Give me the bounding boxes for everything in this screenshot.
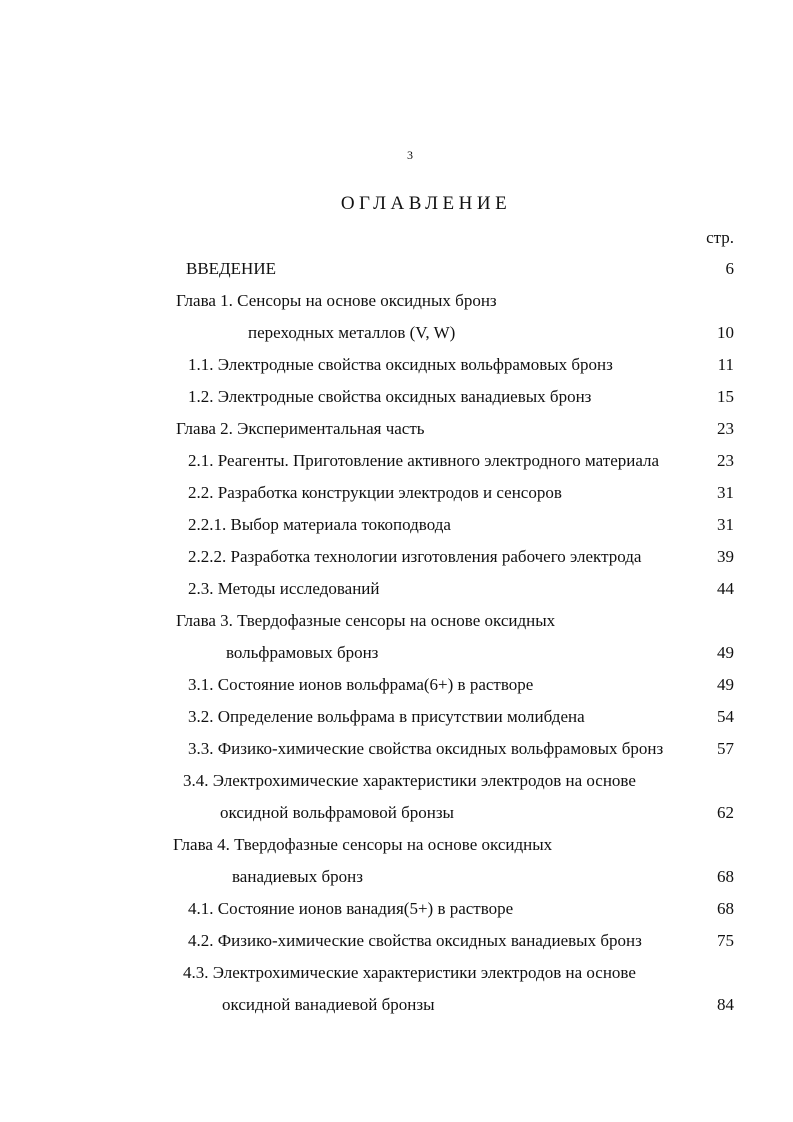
- toc-entry: [188, 546, 734, 568]
- toc-entry-text: 4.1. Состояние ионов ванадия(5+) в растворе: [188, 899, 514, 918]
- toc-entry-page: 49: [717, 643, 734, 662]
- toc-entry: [188, 706, 734, 728]
- toc-entry-text: 4.3. Электрохимические характеристики электродов на основе: [183, 963, 636, 982]
- toc-entry: [188, 898, 734, 920]
- toc-entry-text: ванадиевых бронз: [232, 867, 363, 886]
- toc-entry-text: 3.4. Электрохимические характеристики электродов на основе: [183, 771, 636, 790]
- toc-entry-text: 3.1. Состояние ионов вольфрама(6+) в растворе: [188, 675, 534, 694]
- toc-entry-text: 2.2. Разработка конструкции электродов и сенсоров: [188, 483, 562, 502]
- toc-entry: [222, 994, 734, 1016]
- toc-entry: [188, 482, 734, 504]
- toc-entry: [186, 258, 734, 280]
- toc-entry-page: 62: [717, 803, 734, 822]
- toc-entry-page: 68: [717, 899, 734, 918]
- toc-entry-page: 44: [717, 579, 734, 598]
- toc-entry-page: 84: [717, 995, 734, 1014]
- toc-entry-text: Глава 1. Сенсоры на основе оксидных бронз: [176, 291, 497, 310]
- toc-entry: [183, 770, 734, 792]
- toc-entry-text: Глава 3. Твердофазные сенсоры на основе оксидных: [176, 611, 556, 630]
- toc-entry: [248, 322, 734, 344]
- toc-title: ОГЛАВЛЕНИЕ: [340, 193, 512, 214]
- page-number: 3: [407, 148, 413, 162]
- toc-entry-page: 23: [717, 451, 734, 470]
- toc-entry-text: Глава 2. Экспериментальная часть: [176, 419, 425, 438]
- toc-entry-text: 3.2. Определение вольфрама в присутствии молибдена: [188, 707, 585, 726]
- toc-entry-page: 57: [717, 739, 734, 758]
- toc-entry-page: 68: [717, 867, 734, 886]
- toc-entry: [176, 290, 734, 312]
- toc-entry-text: переходных металлов (V, W): [248, 323, 456, 342]
- toc-entry: [226, 642, 734, 664]
- toc-entry-text: 3.3. Физико-химические свойства оксидных вольфрамовых бронз: [188, 739, 664, 758]
- toc-entry: [220, 802, 734, 824]
- toc-entry-text: 1.2. Электродные свойства оксидных ванадиевых бронз: [188, 387, 592, 406]
- toc-entry-page: 11: [717, 355, 734, 374]
- toc-entry-page: 39: [717, 547, 734, 566]
- toc-entry-text: 1.1. Электродные свойства оксидных вольфрамовых бронз: [188, 355, 613, 374]
- toc-entry: [188, 674, 734, 696]
- toc-entry-page: 31: [717, 483, 734, 502]
- toc-entry: [188, 386, 734, 408]
- toc-entry-text: вольфрамовых бронз: [226, 643, 379, 662]
- toc-entry-text: ВВЕДЕНИЕ: [186, 259, 276, 278]
- toc-entry: [232, 866, 734, 888]
- toc-entry-text: 2.2.2. Разработка технологии изготовления рабочего электрода: [188, 547, 642, 566]
- toc-entry-text: 4.2. Физико-химические свойства оксидных ванадиевых бронз: [188, 931, 642, 950]
- toc-entry: [173, 834, 734, 856]
- toc-entry: [183, 962, 734, 984]
- toc-entry-page: 54: [717, 707, 734, 726]
- toc-entry-page: 31: [717, 515, 734, 534]
- toc-entry-text: 2.3. Методы исследований: [188, 579, 380, 598]
- toc-entry-page: 23: [717, 419, 734, 438]
- toc-entry: [188, 738, 734, 760]
- toc-entry: [188, 514, 734, 536]
- toc-entry: [188, 354, 734, 376]
- toc-entry-text: Глава 4. Твердофазные сенсоры на основе оксидных: [173, 835, 553, 854]
- toc-entry: [176, 418, 734, 440]
- toc-entry: [188, 450, 734, 472]
- toc-entry-page: 6: [725, 259, 734, 278]
- toc-entry-page: 10: [717, 323, 734, 342]
- toc-entry-page: 15: [717, 387, 734, 406]
- toc-entry-text: оксидной ванадиевой бронзы: [222, 995, 435, 1014]
- toc-entry-page: 49: [717, 675, 734, 694]
- toc-entry: [188, 930, 734, 952]
- toc-entry-page: 75: [717, 931, 734, 950]
- toc-entry-text: 2.2.1. Выбор материала токоподвода: [188, 515, 451, 534]
- toc-entry: [176, 610, 734, 632]
- toc-entry-text: 2.1. Реагенты. Приготовление активного электродного материала: [188, 451, 660, 470]
- toc-entry-text: оксидной вольфрамовой бронзы: [220, 803, 454, 822]
- page-column-header: стр.: [706, 228, 734, 247]
- toc-entry: [188, 578, 734, 600]
